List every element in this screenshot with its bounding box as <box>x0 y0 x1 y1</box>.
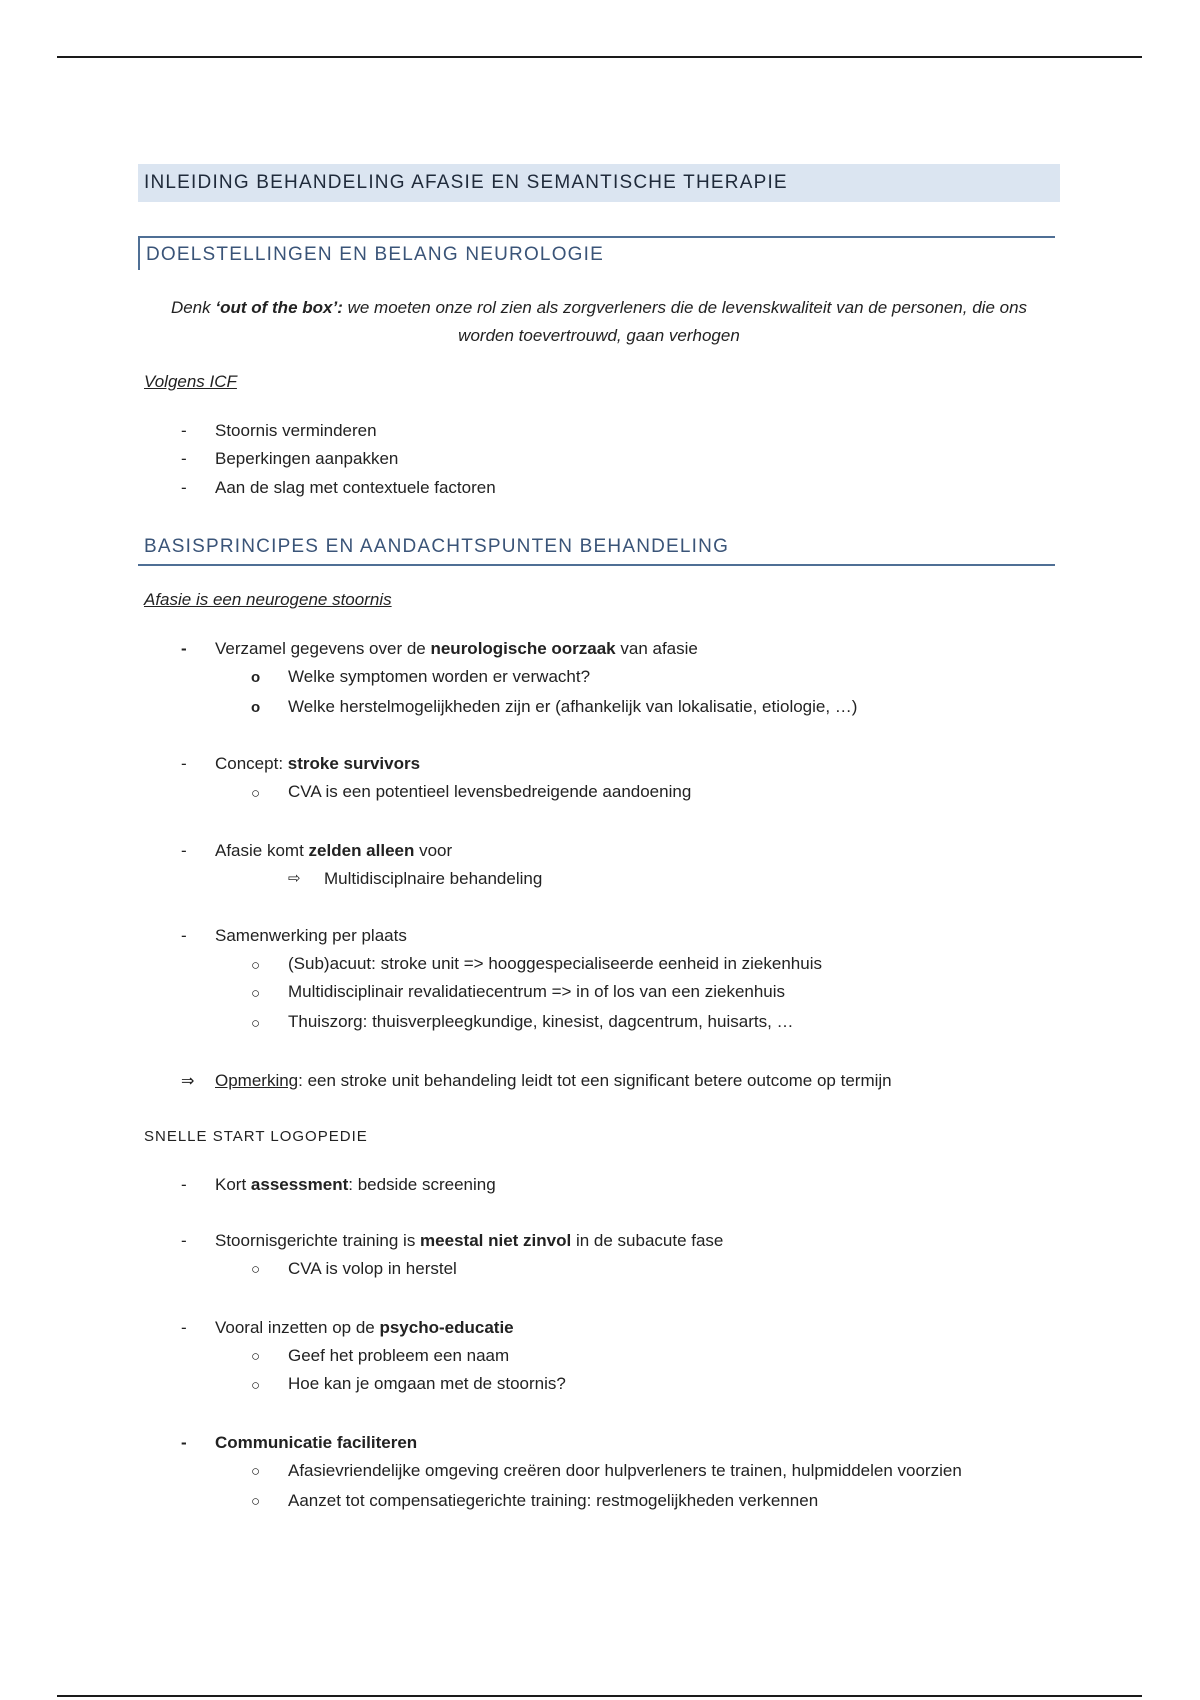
top-rule <box>57 56 1142 58</box>
item-text: van afasie <box>615 639 698 658</box>
circle-marker: ○ <box>251 1015 261 1032</box>
item-text: Concept: <box>215 754 288 773</box>
item-bold: zelden alleen <box>308 841 415 860</box>
circle-marker: o <box>251 669 261 686</box>
item-bold: Communicatie faciliteren <box>215 1433 418 1452</box>
note-text: : een stroke unit behandeling leidt tot een significant betere outcome op termijn <box>298 1071 892 1090</box>
list-item <box>215 754 420 774</box>
item-text: : bedside screening <box>348 1175 496 1194</box>
icf-item: Beperkingen aanpakken <box>215 449 399 468</box>
dash-marker: - <box>181 926 187 945</box>
neurogene-title: Afasie is een neurogene stoornis <box>144 590 392 609</box>
item-text: Afasie komt <box>215 841 309 860</box>
list-item <box>215 1318 514 1338</box>
item-text: Kort <box>215 1175 251 1194</box>
item-text: Verzamel gegevens over de <box>215 639 431 658</box>
section-heading-snelle-start: SNELLE START LOGOPEDIE <box>144 1128 368 1145</box>
section-heading-basisprincipes: BASISPRINCIPES EN AANDACHTSPUNTEN BEHANDELING <box>138 536 1055 566</box>
item-text: voor <box>414 841 453 860</box>
item-text: in de subacute fase <box>571 1231 724 1250</box>
arrow-right-icon: ⇨ <box>288 870 301 887</box>
quote-rest: we moeten onze rol zien als zorgverleners die de levenskwaliteit van de personen, die ons <box>342 298 1028 317</box>
sub-item: Welke herstelmogelijkheden zijn er (afhankelijk van lokalisatie, etiologie, …) <box>288 697 858 716</box>
list-item: Samenwerking per plaats <box>215 926 407 945</box>
circle-marker: ○ <box>251 1463 261 1480</box>
dash-marker: - <box>181 478 187 497</box>
quote-line2: worden toevertrouwd, gaan verhogen <box>458 326 740 345</box>
item-bold: neurologische oorzaak <box>430 639 616 658</box>
page-title: INLEIDING BEHANDELING AFASIE EN SEMANTISCHE THERAPIE <box>138 164 1060 202</box>
sub-item: CVA is volop in herstel <box>288 1259 457 1278</box>
sub-item: Aanzet tot compensatiegerichte training: restmogelijkheden verkennen <box>288 1491 819 1510</box>
circle-marker: o <box>251 699 261 716</box>
item-bold: stroke survivors <box>287 754 421 773</box>
quote-prefix: Denk <box>170 298 216 317</box>
quote-bold: ‘out of the box’: <box>215 298 343 317</box>
section-heading-doelstellingen: DOELSTELLINGEN EN BELANG NEUROLOGIE <box>138 236 1055 270</box>
icf-item: Stoornis verminderen <box>215 421 377 440</box>
dash-marker: - <box>181 421 187 440</box>
list-item <box>215 1231 723 1251</box>
dash-marker: - <box>181 841 187 860</box>
note <box>215 1071 892 1091</box>
dash-marker: - <box>181 1231 187 1250</box>
note-label: Opmerking <box>215 1071 299 1090</box>
dash-marker: - <box>181 754 187 773</box>
icf-item: Aan de slag met contextuele factoren <box>215 478 496 497</box>
sub-item: Welke symptomen worden er verwacht? <box>288 667 591 686</box>
circle-marker: ○ <box>251 957 261 974</box>
arrow-right-icon: ⇒ <box>181 1073 195 1090</box>
sub-item: (Sub)acuut: stroke unit => hooggespecialiseerde eenheid in ziekenhuis <box>288 954 822 973</box>
circle-marker: ○ <box>251 1261 261 1278</box>
list-item <box>215 639 698 659</box>
sub-item: Multidisciplnaire behandeling <box>324 869 543 888</box>
list-item <box>215 1433 417 1453</box>
circle-marker: ○ <box>251 985 261 1002</box>
dash-marker: - <box>181 1175 187 1194</box>
sub-item: Thuiszorg: thuisverpleegkundige, kinesist, dagcentrum, huisarts, … <box>288 1012 794 1031</box>
item-text: Stoornisgerichte training is <box>215 1231 421 1250</box>
icf-title: Volgens ICF <box>144 372 237 391</box>
quote-out-of-the-box <box>138 294 1060 350</box>
circle-marker: ○ <box>251 1377 261 1394</box>
bottom-rule <box>57 1695 1142 1697</box>
list-item <box>215 841 452 861</box>
item-bold: assessment <box>250 1175 349 1194</box>
dash-marker: - <box>181 639 187 658</box>
sub-item: Hoe kan je omgaan met de stoornis? <box>288 1374 566 1393</box>
sub-item: Multidisciplinair revalidatiecentrum => in of los van een ziekenhuis <box>288 982 786 1001</box>
sub-item: Afasievriendelijke omgeving creëren door hulpverleners te trainen, hulpmiddelen voorzien <box>288 1461 962 1480</box>
list-item <box>215 1175 496 1195</box>
item-bold: meestal niet zinvol <box>420 1231 572 1250</box>
sub-item: Geef het probleem een naam <box>288 1346 510 1365</box>
item-text: Vooral inzetten op de <box>215 1318 380 1337</box>
dash-marker: - <box>181 1433 187 1452</box>
circle-marker: ○ <box>251 1348 261 1365</box>
item-bold: psycho-educatie <box>379 1318 514 1337</box>
circle-marker: ○ <box>251 785 261 802</box>
sub-item: CVA is een potentieel levensbedreigende aandoening <box>288 782 692 801</box>
circle-marker: ○ <box>251 1493 261 1510</box>
dash-marker: - <box>181 449 187 468</box>
dash-marker: - <box>181 1318 187 1337</box>
